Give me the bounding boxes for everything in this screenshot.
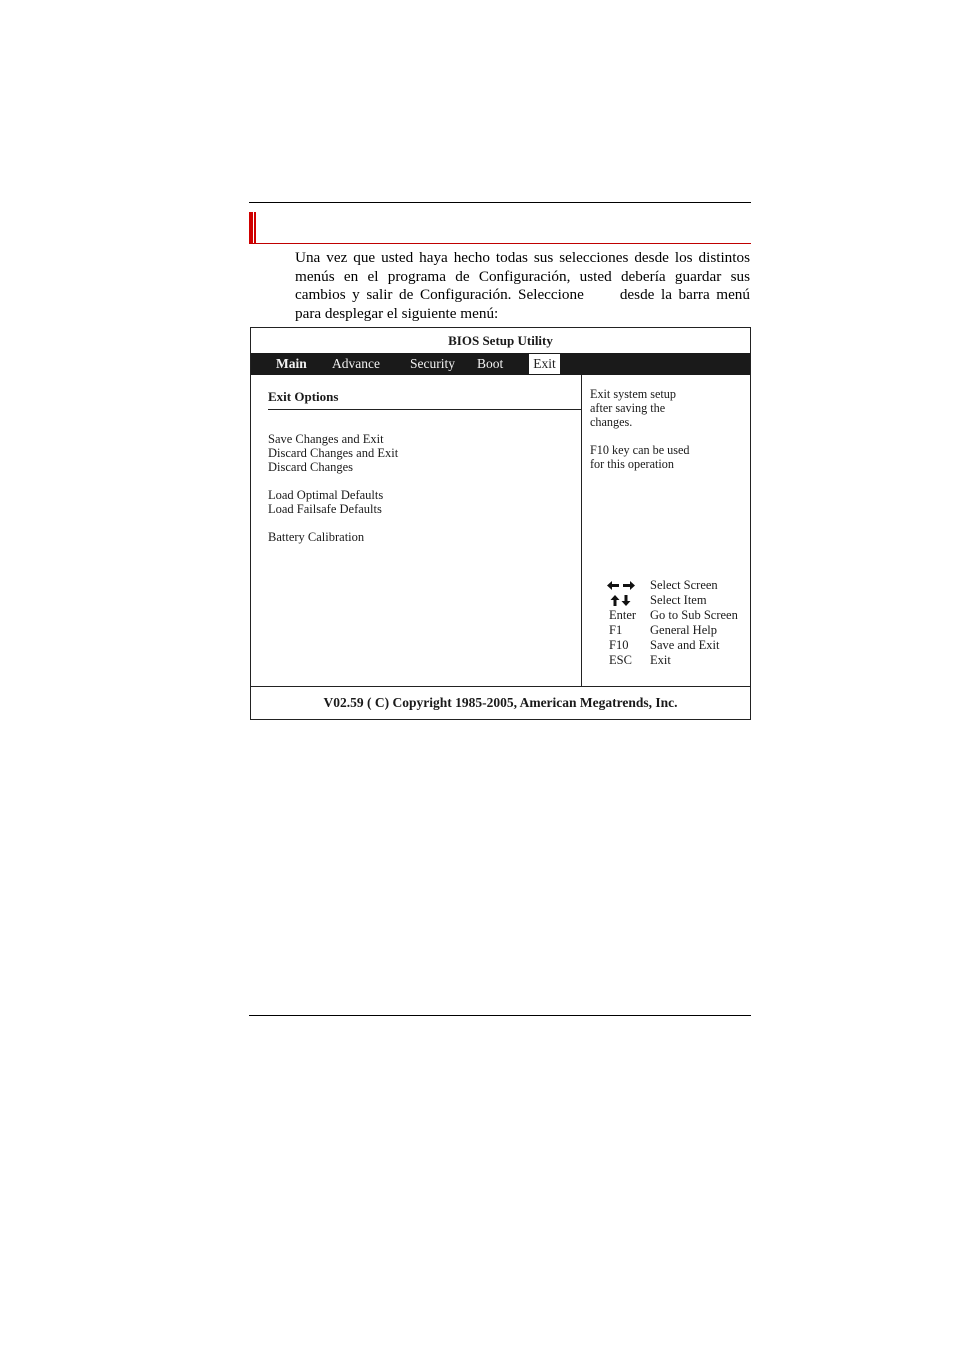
key-name: F1 [609, 623, 623, 637]
bios-title: BIOS Setup Utility [448, 333, 553, 348]
header-rule [249, 202, 751, 203]
option-save-changes-and-exit[interactable]: Save Changes and Exit [268, 432, 384, 446]
bios-setup-window [250, 327, 751, 720]
help-line-2: after saving the [590, 401, 666, 415]
option-battery-calibration[interactable]: Battery Calibration [268, 530, 365, 544]
tab-advance[interactable]: Advance [332, 356, 380, 371]
help-line-4: F10 key can be used [590, 443, 690, 457]
key-name: F10 [609, 638, 629, 652]
key-desc: General Help [650, 623, 717, 637]
intro-text-before: Una vez que usted haya hecho todas sus selecciones desde los distintos menús en el programa de Configuración, usted debería guardar sus cambios y salir de Configuración. Seleccione [295, 249, 750, 304]
option-discard-changes-and-exit[interactable]: Discard Changes and Exit [268, 446, 399, 460]
help-line-3: changes. [590, 415, 633, 429]
key-desc: Exit [650, 653, 671, 667]
heading-underline [268, 409, 581, 410]
bios-menu-bar [251, 353, 750, 375]
exit-options-heading: Exit Options [268, 389, 339, 404]
tab-security[interactable]: Security [410, 356, 455, 371]
key-name: ESC [609, 653, 632, 667]
tab-exit[interactable]: Exit [529, 354, 560, 374]
key-desc: Select Item [650, 593, 707, 607]
copyright-text: V02.59 ( C) Copyright 1985-2005, American Megatrends, Inc. [323, 695, 678, 710]
help-line-5: for this operation [590, 457, 674, 471]
panel-divider [581, 375, 582, 686]
option-discard-changes[interactable]: Discard Changes [268, 460, 354, 474]
left-right-arrows-icon [607, 580, 635, 591]
footer-rule [249, 1015, 751, 1016]
option-load-optimal-defaults[interactable]: Load Optimal Defaults [268, 488, 384, 502]
key-desc: Go to Sub Screen [650, 608, 738, 622]
help-line-1: Exit system setup [590, 387, 676, 401]
tab-boot[interactable]: Boot [477, 356, 504, 371]
option-load-failsafe-defaults[interactable]: Load Failsafe Defaults [268, 502, 382, 516]
intro-paragraph [295, 249, 750, 323]
tab-main[interactable]: Main [276, 356, 307, 371]
section-heading-bar [249, 212, 751, 244]
key-desc: Select Screen [650, 578, 718, 592]
key-desc: Save and Exit [650, 638, 720, 652]
up-down-arrows-icon [607, 595, 635, 606]
key-name: Enter [609, 608, 637, 622]
intro-text-after: desde la barra menú para desplegar el siguiente menú: [295, 286, 750, 322]
section-accent-marker [249, 212, 256, 243]
